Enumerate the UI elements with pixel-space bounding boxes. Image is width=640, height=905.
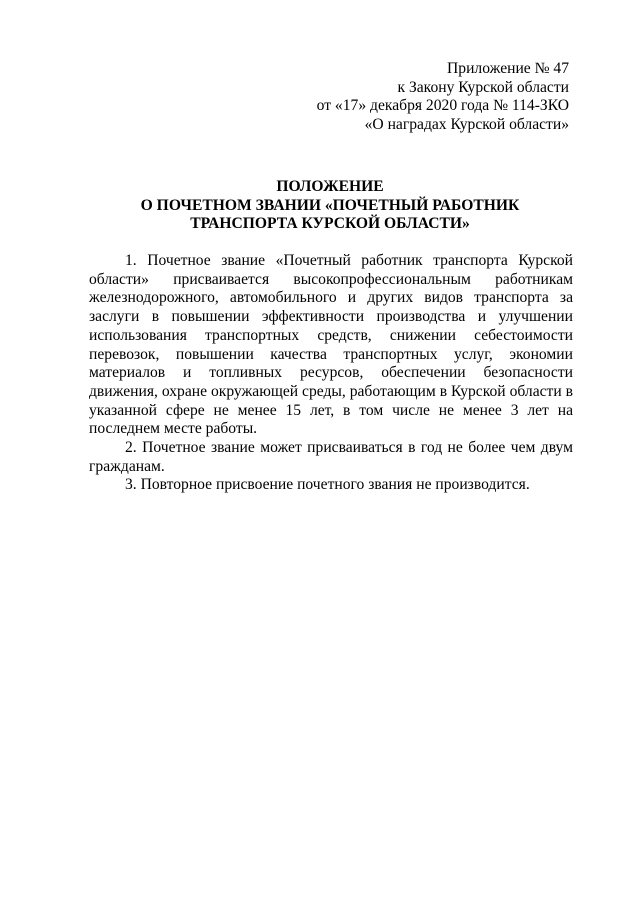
document-title — [80, 178, 580, 234]
paragraph-3: 3. Повторное присвоение почетного звания не производится. — [125, 476, 530, 494]
title-line-3: ТРАНСПОРТА КУРСКОЙ ОБЛАСТИ» — [190, 215, 470, 233]
title-line-2: О ПОЧЕТНОМ ЗВАНИИ «ПОЧЕТНЫЙ РАБОТНИК — [140, 196, 520, 214]
paragraph-1: 1. Почетное звание «Почетный работник транспорта Курской области» присваивается высокопрофессиональным работникам железнодорожного, автомобильного и других видов транспорта за заслуги в повышении эффективности производства и улучшении использования транспортных средств, снижении себестоимости перевозок, повышении качества транспортных услуг, экономии материалов и топливных ресурсов, обеспечении безопасности движения, охране окружающей среды, работающим в Курской области в указанной сфере не менее 15 лет, в том числе не менее 3 лет на последнем месте работы. — [89, 252, 573, 438]
appendix-law-name: «О наградах Курской области» — [364, 115, 569, 133]
appendix-header — [249, 60, 569, 134]
paragraph-2: 2. Почетное звание может присваиваться в год не более чем двум гражданам. — [89, 439, 573, 475]
title-line-1: ПОЛОЖЕНИЕ — [276, 178, 384, 195]
appendix-law-date: от «17» декабря 2020 года № 114-ЗКО — [316, 97, 569, 115]
document-body — [89, 252, 573, 495]
appendix-number: Приложение № 47 — [447, 60, 569, 77]
appendix-law-reference: к Закону Курской области — [397, 78, 569, 96]
